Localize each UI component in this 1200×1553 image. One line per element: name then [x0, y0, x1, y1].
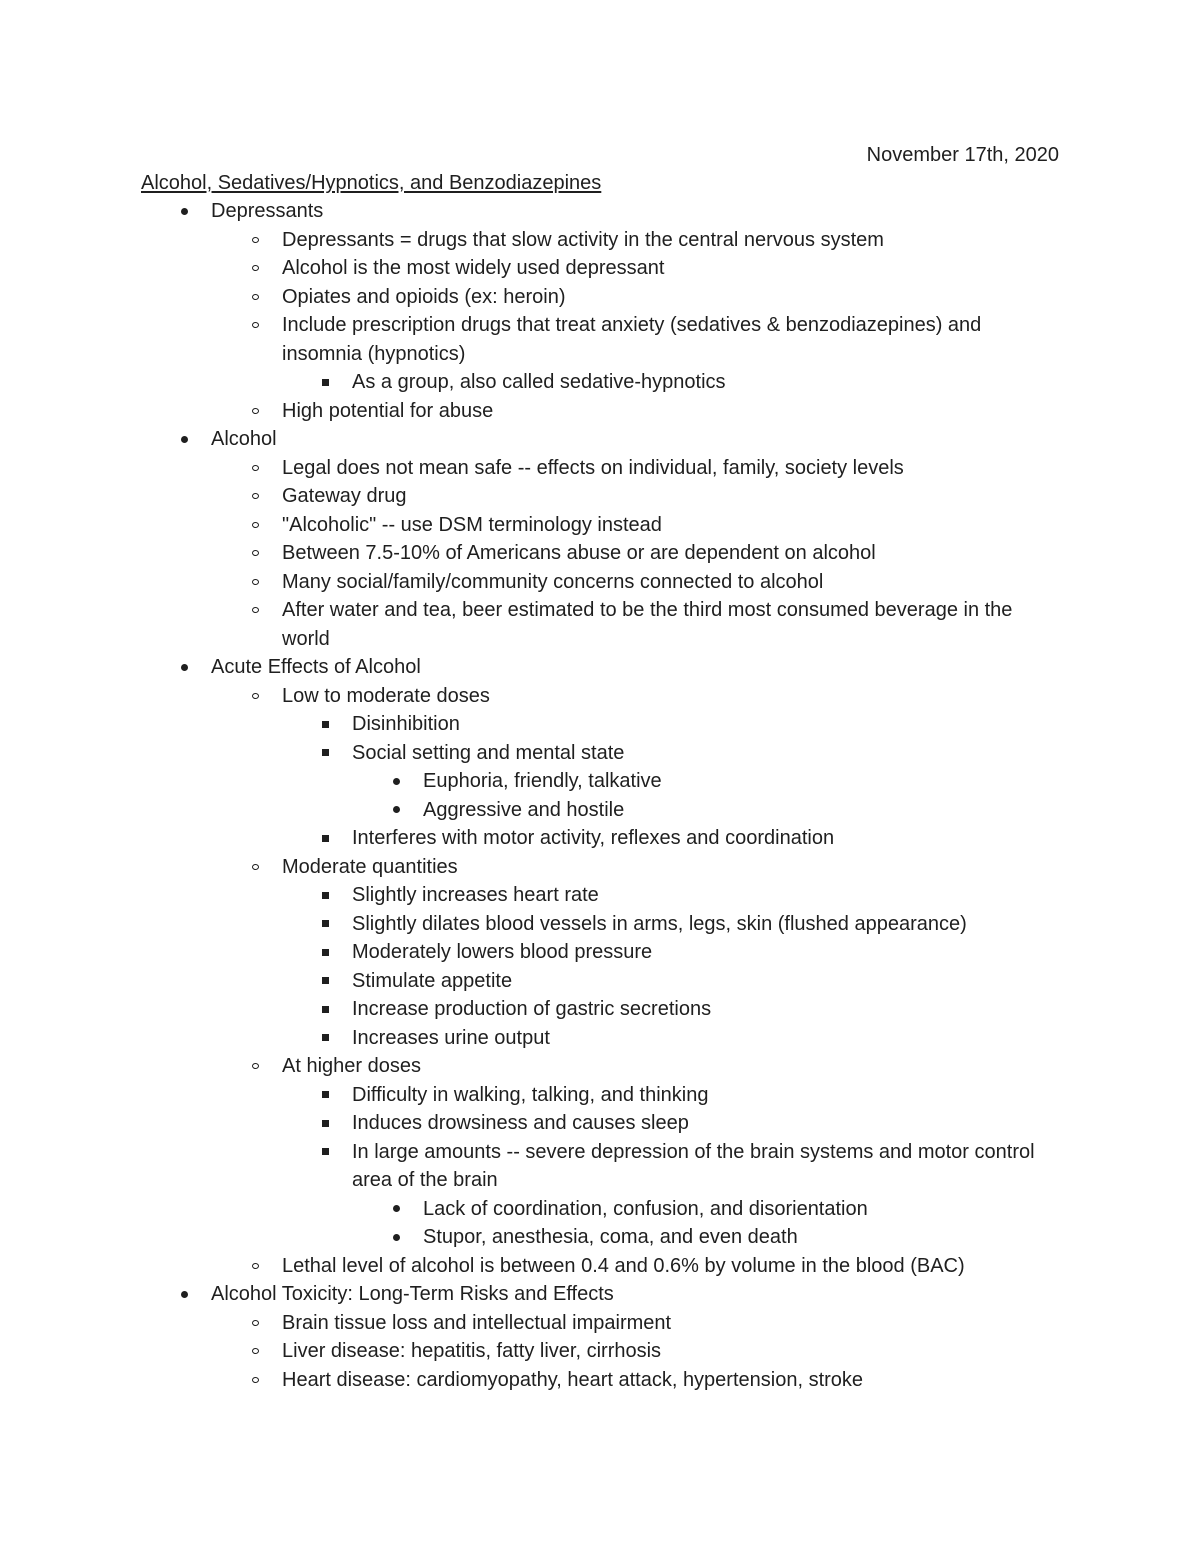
- hollow-bullet-icon: [248, 596, 262, 625]
- outline-item-level-3: [141, 967, 1059, 996]
- outline-item-level-3: [141, 368, 1059, 397]
- filled-bullet-icon: [389, 1195, 403, 1224]
- square-bullet-icon: [318, 710, 332, 739]
- outline-item-text: At higher doses: [282, 1055, 421, 1077]
- outline-item-level-2: [141, 254, 1059, 283]
- hollow-bullet-icon: [248, 397, 262, 426]
- outline-item-level-1: [141, 425, 1059, 454]
- outline-item-text: As a group, also called sedative-hypnotics: [352, 371, 726, 393]
- outline-item-text: Interferes with motor activity, reflexes and coordination: [352, 827, 835, 849]
- square-bullet-icon: [318, 1024, 332, 1053]
- outline-item-text: Include prescription drugs that treat anxiety (sedatives & benzodiazepines) and insomnia (hypnotics): [282, 314, 982, 365]
- outline-item-level-3: [141, 1109, 1059, 1138]
- outline-item-text: High potential for abuse: [282, 399, 494, 422]
- hollow-bullet-icon: [248, 254, 262, 283]
- outline-item-text: Social setting and mental state: [352, 741, 625, 764]
- document-date: November 17th, 2020: [866, 144, 1059, 166]
- hollow-bullet-icon: [248, 511, 262, 540]
- outline-item-level-2: [141, 454, 1059, 483]
- outline-item-level-2: [141, 1309, 1059, 1338]
- outline-item-level-2: [141, 1366, 1059, 1395]
- square-bullet-icon: [318, 881, 332, 910]
- hollow-bullet-icon: [248, 283, 262, 312]
- outline-item-text: Increase production of gastric secretions: [352, 998, 712, 1020]
- outline-item-text: Slightly increases heart rate: [352, 884, 599, 906]
- outline-item-text: Stupor, anesthesia, coma, and even death: [423, 1226, 798, 1248]
- square-bullet-icon: [318, 967, 332, 996]
- square-bullet-icon: [318, 1081, 332, 1110]
- filled-bullet-icon: [177, 425, 191, 454]
- outline-item-level-2: [141, 1052, 1059, 1081]
- square-bullet-icon: [318, 995, 332, 1024]
- outline-item-text: "Alcoholic" -- use DSM terminology instead: [282, 513, 662, 536]
- outline-item-text: Slightly dilates blood vessels in arms, legs, skin (flushed appearance): [352, 912, 967, 935]
- outline-item-text: Brain tissue loss and intellectual impairment: [282, 1311, 672, 1334]
- outline-item-text: Euphoria, friendly, talkative: [423, 770, 662, 792]
- outline-item-text: Difficulty in walking, talking, and thinking: [352, 1083, 709, 1106]
- outline-item-text: Heart disease: cardiomyopathy, heart attack, hypertension, stroke: [282, 1368, 864, 1391]
- hollow-bullet-icon: [248, 1309, 262, 1338]
- bullet-outline: [141, 197, 1059, 1394]
- outline-item-text: Aggressive and hostile: [423, 798, 625, 821]
- document-title: Alcohol, Sedatives/Hypnotics, and Benzodiazepines: [141, 172, 602, 194]
- hollow-bullet-icon: [248, 539, 262, 568]
- outline-item-level-2: [141, 568, 1059, 597]
- outline-item-text: After water and tea, beer estimated to be the third most consumed beverage in the world: [282, 599, 1013, 650]
- outline-item-level-2: [141, 682, 1059, 711]
- outline-item-level-2: [141, 1337, 1059, 1366]
- outline-item-text: Moderate quantities: [282, 855, 458, 878]
- outline-item-level-4: [141, 1223, 1059, 1252]
- outline-item-text: Many social/family/community concerns connected to alcohol: [282, 570, 824, 593]
- outline-item-level-2: [141, 1252, 1059, 1281]
- outline-item-level-1: [141, 1280, 1059, 1309]
- hollow-bullet-icon: [248, 311, 262, 340]
- square-bullet-icon: [318, 1138, 332, 1167]
- hollow-bullet-icon: [248, 1252, 262, 1281]
- filled-bullet-icon: [177, 197, 191, 226]
- outline-item-text: Alcohol: [211, 428, 277, 450]
- outline-item-level-1: [141, 653, 1059, 682]
- outline-item-level-3: [141, 995, 1059, 1024]
- outline-item-level-4: [141, 1195, 1059, 1224]
- outline-item-level-4: [141, 796, 1059, 825]
- outline-item-text: Legal does not mean safe -- effects on individual, family, society levels: [282, 456, 904, 479]
- outline-item-level-3: [141, 1024, 1059, 1053]
- hollow-bullet-icon: [248, 568, 262, 597]
- square-bullet-icon: [318, 739, 332, 768]
- hollow-bullet-icon: [248, 454, 262, 483]
- outline-item-text: In large amounts -- severe depression of the brain systems and motor control area of the brain: [352, 1140, 1035, 1191]
- outline-item-text: Liver disease: hepatitis, fatty liver, cirrhosis: [282, 1340, 662, 1362]
- outline-item-level-3: [141, 824, 1059, 853]
- outline-item-text: Opiates and opioids (ex: heroin): [282, 285, 566, 308]
- outline-item-level-2: [141, 539, 1059, 568]
- hollow-bullet-icon: [248, 853, 262, 882]
- outline-item-text: Low to moderate doses: [282, 684, 490, 707]
- outline-item-text: Between 7.5-10% of Americans abuse or are dependent on alcohol: [282, 542, 876, 564]
- hollow-bullet-icon: [248, 1052, 262, 1081]
- outline-item-level-2: [141, 283, 1059, 312]
- square-bullet-icon: [318, 938, 332, 967]
- square-bullet-icon: [318, 368, 332, 397]
- outline-item-level-2: [141, 511, 1059, 540]
- filled-bullet-icon: [389, 767, 403, 796]
- outline-item-level-1: [141, 197, 1059, 226]
- outline-item-level-3: [141, 1081, 1059, 1110]
- outline-item-text: Moderately lowers blood pressure: [352, 941, 653, 963]
- outline-item-text: Alcohol is the most widely used depressant: [282, 257, 665, 279]
- outline-item-level-3: [141, 1138, 1059, 1195]
- outline-item-level-2: [141, 226, 1059, 255]
- square-bullet-icon: [318, 1109, 332, 1138]
- outline-item-level-2: [141, 853, 1059, 882]
- outline-item-text: Lethal level of alcohol is between 0.4 and 0.6% by volume in the blood (BAC): [282, 1254, 965, 1277]
- hollow-bullet-icon: [248, 1337, 262, 1366]
- outline-item-text: Lack of coordination, confusion, and disorientation: [423, 1197, 868, 1220]
- outline-item-text: Increases urine output: [352, 1026, 550, 1049]
- hollow-bullet-icon: [248, 1366, 262, 1395]
- outline-item-level-3: [141, 881, 1059, 910]
- outline-item-text: Acute Effects of Alcohol: [211, 656, 421, 678]
- outline-item-level-3: [141, 938, 1059, 967]
- square-bullet-icon: [318, 824, 332, 853]
- outline-item-text: Depressants: [211, 200, 324, 222]
- outline-item-text: Depressants = drugs that slow activity in the central nervous system: [282, 228, 884, 251]
- outline-item-level-3: [141, 910, 1059, 939]
- outline-item-level-3: [141, 710, 1059, 739]
- filled-bullet-icon: [389, 796, 403, 825]
- filled-bullet-icon: [177, 1280, 191, 1309]
- outline-item-text: Disinhibition: [352, 713, 460, 735]
- hollow-bullet-icon: [248, 682, 262, 711]
- outline-item-text: Stimulate appetite: [352, 969, 513, 992]
- outline-item-level-3: [141, 739, 1059, 768]
- hollow-bullet-icon: [248, 226, 262, 255]
- square-bullet-icon: [318, 910, 332, 939]
- outline-item-level-4: [141, 767, 1059, 796]
- outline-item-text: Alcohol Toxicity: Long-Term Risks and Effects: [211, 1283, 614, 1305]
- filled-bullet-icon: [177, 653, 191, 682]
- outline-item-level-2: [141, 397, 1059, 426]
- outline-item-text: Gateway drug: [282, 485, 407, 507]
- outline-item-level-2: [141, 596, 1059, 653]
- outline-item-level-2: [141, 311, 1059, 368]
- outline-item-text: Induces drowsiness and causes sleep: [352, 1112, 689, 1134]
- outline-item-level-2: [141, 482, 1059, 511]
- hollow-bullet-icon: [248, 482, 262, 511]
- filled-bullet-icon: [389, 1223, 403, 1252]
